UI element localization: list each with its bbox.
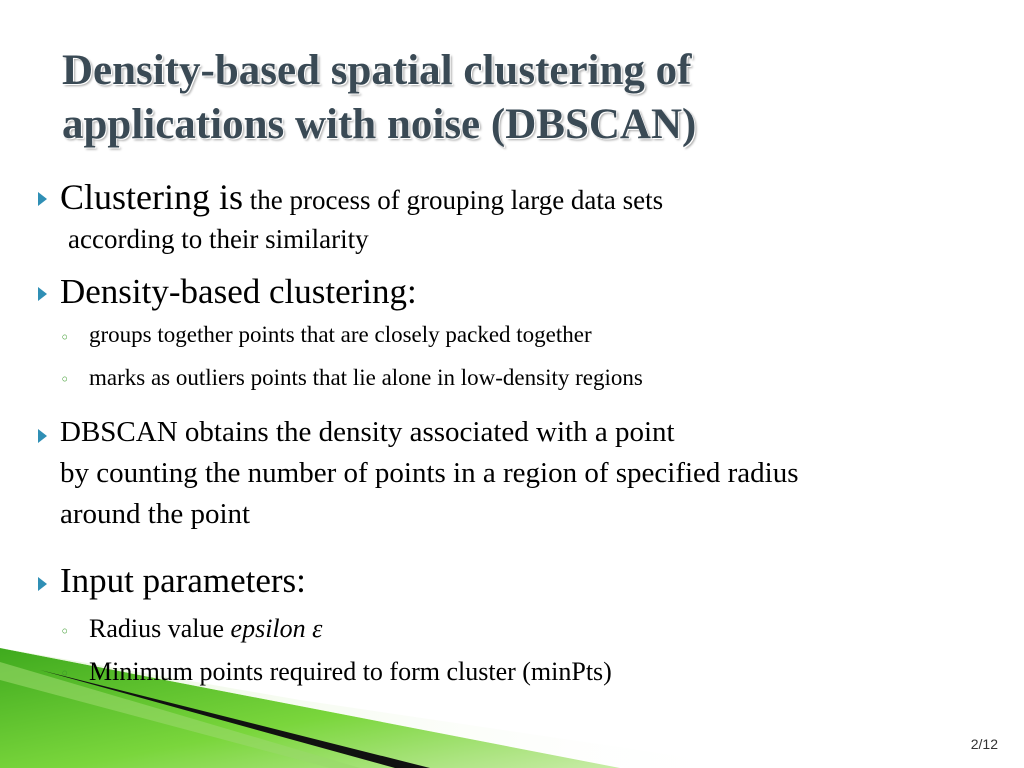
bullet-clustering-rest: the process of grouping large data sets bbox=[243, 185, 664, 215]
page-number: 2/12 bbox=[970, 736, 998, 752]
bullet-density-based: Density-based clustering: bbox=[60, 272, 417, 311]
sub-bullet-outliers: marks as outliers points that lie alone in low-density regions bbox=[89, 365, 643, 390]
circle-bullet-icon: ◦ bbox=[60, 328, 70, 347]
circle-bullet-icon: ◦ bbox=[60, 664, 70, 683]
slide-title bbox=[62, 44, 962, 152]
bullet-dbscan-line-2: by counting the number of points in a region of specified radius bbox=[60, 457, 799, 489]
triangle-right-icon bbox=[32, 284, 52, 304]
bullet-clustering bbox=[60, 176, 663, 218]
slide-title-line-1: Density-based spatial clustering of bbox=[62, 47, 692, 94]
circle-bullet-icon: ◦ bbox=[60, 370, 70, 389]
bullet-clustering-lead: Clustering is bbox=[60, 177, 244, 217]
sub-bullet-radius-epsilon: epsilon ε bbox=[230, 614, 323, 643]
sub-bullet-min-points: Minimum points required to form cluster (minPts) bbox=[89, 657, 612, 686]
bullet-clustering-continuation: according to their similarity bbox=[68, 224, 369, 254]
bullet-dbscan-line-3: around the point bbox=[60, 498, 251, 530]
triangle-right-icon bbox=[32, 426, 52, 446]
bullet-dbscan-line-1: DBSCAN obtains the density associated with a point bbox=[60, 416, 675, 448]
triangle-right-icon bbox=[32, 189, 52, 209]
triangle-right-icon bbox=[32, 574, 52, 594]
sub-bullet-closely-packed: groups together points that are closely packed together bbox=[89, 322, 592, 347]
sub-bullet-radius-plain: Radius value bbox=[89, 614, 231, 643]
circle-bullet-icon: ◦ bbox=[60, 622, 70, 641]
slide-title-line-2: applications with noise (DBSCAN) bbox=[62, 101, 697, 148]
bullet-input-parameters: Input parameters: bbox=[60, 561, 306, 600]
